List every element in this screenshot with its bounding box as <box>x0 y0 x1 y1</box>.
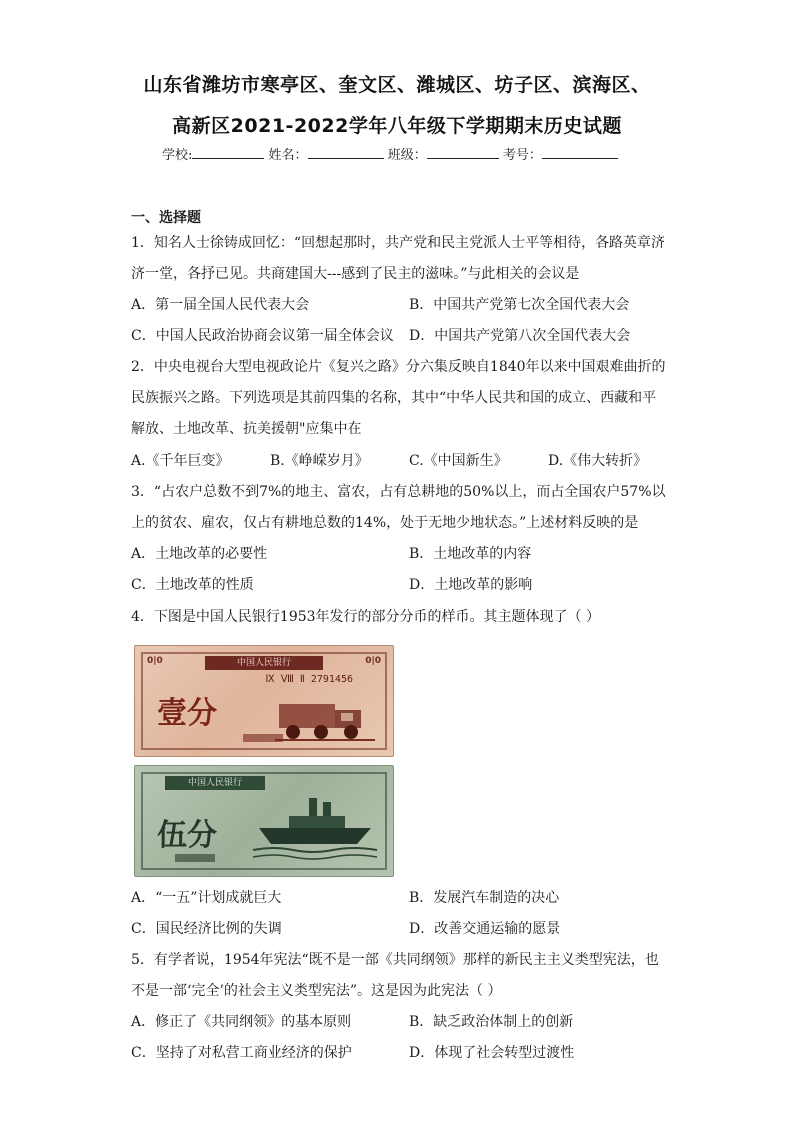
question-5-option-a[interactable]: A．修正了《共同纲领》的基本原则 <box>131 1014 352 1030</box>
question-2-line-1: 2．中央电视台大型电视政论片《复兴之路》分六集反映自1840年以来中国艰难曲折的 <box>131 359 666 375</box>
question-5-option-c[interactable]: C．坚持了对私营工商业经济的保护 <box>131 1045 352 1061</box>
question-2-option-b[interactable]: B.《峥嵘岁月》 <box>270 453 369 469</box>
class-blank[interactable] <box>427 146 499 159</box>
exam-title-line1: 山东省潍坊市寒亭区、奎文区、潍城区、坊子区、滨海区、 <box>143 74 651 96</box>
school-blank[interactable] <box>192 146 264 159</box>
question-4-line-1: 4．下图是中国人民银行1953年发行的部分分币的样币。其主题体现了（ ） <box>131 609 600 625</box>
banknote-bank-name: 中国人民银行 <box>165 776 265 790</box>
question-3-option-c[interactable]: C．土地改革的性质 <box>131 577 254 593</box>
question-2-option-a[interactable]: A.《千年巨变》 <box>131 453 230 469</box>
class-label: 班级： <box>387 148 427 163</box>
ship-icon <box>253 794 377 864</box>
question-2-option-c[interactable]: C.《中国新生》 <box>409 453 508 469</box>
banknote-five-fen-image <box>134 765 394 877</box>
question-1-option-a[interactable]: A．第一届全国人民代表大会 <box>131 297 310 313</box>
question-4-option-b[interactable]: B．发展汽车制造的决心 <box>409 890 560 906</box>
banknote-corner-right: 0|0 <box>365 656 381 666</box>
question-1-option-b[interactable]: B．中国共产党第七次全国代表大会 <box>409 297 630 313</box>
question-1-line-2: 济一堂，各抒已见。共商建国大---感到了民主的滋味。”与此相关的会议是 <box>131 266 580 282</box>
question-5-option-d[interactable]: D．体现了社会转型过渡性 <box>409 1045 575 1061</box>
question-4-option-d[interactable]: D．改善交通运输的愿景 <box>409 921 561 937</box>
banknote-date-mark <box>243 734 283 742</box>
question-3-option-d[interactable]: D．土地改革的影响 <box>409 577 533 593</box>
banknote-one-fen-image <box>134 645 394 757</box>
banknote-corner-left: 0|0 <box>147 656 163 666</box>
question-2-line-3: 解放、土地改革、抗美援朝"应集中在 <box>131 421 362 437</box>
question-5-line-2: 不是一部‘完全’的社会主义类型宪法”。这是因为此宪法（ ） <box>131 983 502 999</box>
school-label: 学校: <box>162 148 193 163</box>
question-1-line-1: 1．知名人士徐铸成回忆：“回想起那时，共产党和民主党派人士平等相待，各路英章济 <box>131 235 666 251</box>
exam-no-blank[interactable] <box>542 146 618 159</box>
question-1-option-c[interactable]: C．中国人民政治协商会议第一届全体会议 <box>131 328 394 344</box>
name-blank[interactable] <box>308 146 384 159</box>
question-3-line-2: 上的贫农、雇农，仅占有耕地总数的14%，处于无地少地状态。”上述材料反映的是 <box>131 515 639 531</box>
question-2-option-d[interactable]: D.《伟大转折》 <box>548 453 648 469</box>
question-3-line-1: 3．“占农户总数不到7%的地主、富农，占有总耕地的50%以上，而占全国农户57%以 <box>131 484 666 500</box>
banknote-bank-name: 中国人民银行 <box>205 656 323 670</box>
question-4-option-a[interactable]: A．“一五”计划成就巨大 <box>131 890 282 906</box>
question-5-line-1: 5．有学者说，1954年宪法“既不是一部《共同纲领》那样的新民主主义类型宪法，也 <box>131 952 659 968</box>
name-label: 姓名： <box>268 148 308 163</box>
banknote-date-mark <box>175 854 215 862</box>
question-1-option-d[interactable]: D．中国共产党第八次全国代表大会 <box>409 328 631 344</box>
question-4-option-c[interactable]: C．国民经济比例的失调 <box>131 921 282 937</box>
question-3-option-a[interactable]: A．土地改革的必要性 <box>131 546 268 562</box>
question-3-option-b[interactable]: B．土地改革的内容 <box>409 546 532 562</box>
banknote-denomination: 壹分 <box>157 696 217 731</box>
exam-no-label: 考号： <box>502 148 542 163</box>
question-2-line-2: 民族振兴之路。下列选项是其前四集的名称，其中“中华人民共和国的成立、西藏和平 <box>131 390 657 406</box>
truck-icon <box>275 690 375 746</box>
exam-title-line2: 高新区2021-2022学年八年级下学期期末历史试题 <box>172 115 622 137</box>
banknote-denomination: 伍分 <box>157 818 217 853</box>
section-heading: 一、选择题 <box>131 210 201 226</box>
banknote-serial: Ⅸ Ⅷ Ⅱ 2791456 <box>265 674 353 685</box>
question-5-option-b[interactable]: B．缺乏政治体制上的创新 <box>409 1014 574 1030</box>
student-info-row <box>162 144 618 163</box>
